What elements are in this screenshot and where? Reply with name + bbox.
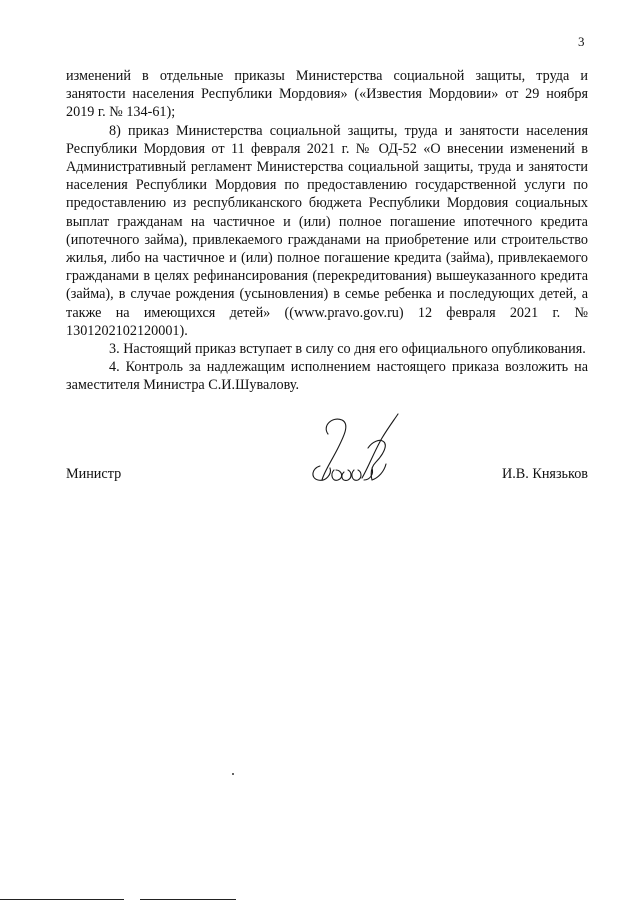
signatory-name: И.В. Князьков xyxy=(502,466,588,482)
paragraph-item-8: 8) приказ Министерства социальной защиты, труда и занятости населения Республики Мордовия от 11 февраля 2021 г. № ОД-52 «О внесении изменений в Административный регламент Министерства социальной защиты, труда и занятости населения Республики Мордовия по предоставлению государственной услуги по предоставлению из республиканского бюджета Республики Мордовия социальных выплат гражданам на частичное и (или) полное погашение ипотечного кредита (ипотечного займа), привлекаемого гражданами на приобретение или строительство жилья, либо на частичное и (или) полное погашение кредита (займа), привлекаемого гражданами в целях рефинансирования (перекредитования) вышеуказанного кредита (займа), в случае рождения (усыновления) в семье ребенка и последующих детей, а также на имеющихся детей» ((www.pravo.gov.ru) 12 февраля 2021 г. № 1301202102120001). xyxy=(66,122,588,339)
footer-rule xyxy=(140,899,236,900)
document-body xyxy=(66,67,588,395)
scan-artifact xyxy=(232,773,234,775)
paragraph-continuation: изменений в отдельные приказы Министерства социальной защиты, труда и занятости населения Республики Мордовия» («Известия Мордовии» от 29 ноября 2019 г. № 134-61); xyxy=(66,68,588,121)
signature-block xyxy=(66,466,588,486)
paragraph-item-4: 4. Контроль за надлежащим исполнением настоящего приказа возложить на заместителя Министра С.И.Шувалову. xyxy=(66,359,588,394)
page-number: 3 xyxy=(578,34,585,49)
paragraph-item-3: 3. Настоящий приказ вступает в силу со дня его официального опубликования. xyxy=(109,341,586,358)
footer-rule xyxy=(0,899,124,900)
signatory-title: Министр xyxy=(66,466,122,482)
